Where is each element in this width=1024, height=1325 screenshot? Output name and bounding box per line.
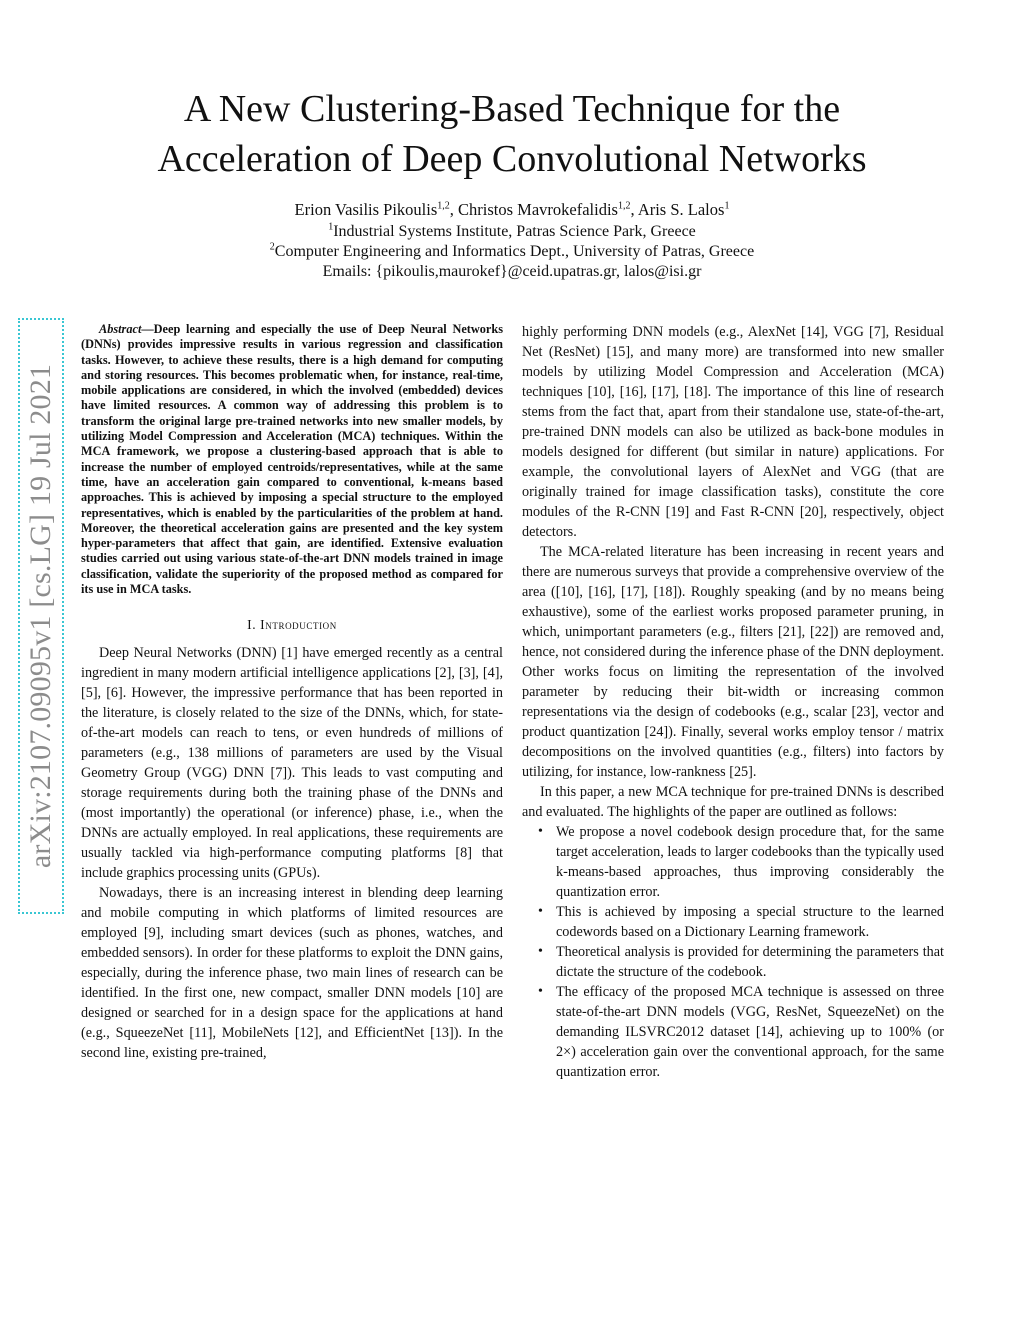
list-item: • We propose a novel codebook design procedure that, for the same target acceleration, leads to larger codebooks than the typically used k-means-based approaches, thus improving considerably the quantization error.	[556, 822, 944, 902]
right-column	[522, 322, 944, 1082]
paragraph: Nowadays, there is an increasing interest in blending deep learning and mobile computing in which platforms of limited resources are employed [9], including smart devices (such as phones, watches, and embedded sensors). In order for these platforms to exploit the DNN gains, especially, during the inference phase, two main lines of research can be identified. In the first one, new compact, smaller DNN models [10] are designed or searched for in a design space for the applications at hand (e.g., SqueezeNet [11], MobileNets [12], and EfficientNet [13]). In the second line, existing pre-trained,	[81, 885, 503, 1062]
author-affiliation-mark: 1,2	[437, 200, 450, 212]
paragraph: highly performing DNN models (e.g., AlexNet [14], VGG [7], Residual Net (ResNet) [15], and many more) are transformed into new smaller models by utilizing Model Compression and Acceleration (MCA) techniques [10], [16], [17], [18]. The importance of this line of research stems from the fact that, apart from their standalone use, state-of-the-art, pre-trained DNN models can also be utilized as back-bone modules in models designed for different (but similar in nature) applications. For example, the convolutional layers of AlexNet and VGG (that are originally trained for image classification tasks), constitute the core modules of the R-CNN [19] and Fast R-CNN [20], respectively, object detectors.	[522, 324, 944, 540]
list-item: • Theoretical analysis is provided for determining the parameters that dictate the structure of the codebook.	[556, 942, 944, 982]
author-name: Erion Vasilis Pikoulis	[294, 200, 438, 219]
author-names: Erion Vasilis Pikoulis$^{1,2}$, Christos Mavrokefalidis$^{1,2}$, Aris S. Lalos$^1$	[294, 200, 730, 219]
affiliation-1: $^1$Industrial Systems Institute, Patras Science Park, Greece	[328, 221, 696, 240]
title-line-1: A New Clustering-Based Technique for the	[183, 88, 841, 130]
abstract-label: Abstract	[99, 322, 142, 336]
author-affiliation-mark: 1	[724, 200, 730, 212]
abstract-text: —Deep learning and especially the use of Deep Neural Networks (DNNs) provides impressive results in various regression and classification tasks. However, to achieve these results, there is a high demand for computing and storing resources. This becomes problematic when, for instance, real-time, mobile applications are considered, in which the involved (embedded) devices have limited resources. A common way of addressing this problem is to transform the original large pre-trained networks into new smaller models, by utilizing Model Compression and Acceleration (MCA) techniques. Within the MCA framework, we propose a clustering-based approach that is able to increase the number of employed centroids/representatives, while at the same time, have an acceleration gain compared to conventional, k-means based approaches. This is achieved by imposing a special structure to the employed representatives, which is enabled by the particularities of the problem at hand. Moreover, the theoretical acceleration gains are presented and the key system hyper-parameters that affect that gain, are identified. Extensive evaluation studies carried out using various state-of-the-art DNN models trained in image classification, validate the superiority of the proposed method as compared for its use in MCA tasks.	[81, 322, 503, 597]
arxiv-stamp	[18, 318, 64, 914]
author-affiliation-mark: 1,2	[617, 200, 631, 212]
list-item: • The efficacy of the proposed MCA technique is assessed on three state-of-the-art DNN models (VGG, ResNet, SqueezeNet) on the demanding ILSVRC2012 dataset [14], achieving up to 100% (or 2×) acceleration gain over the conventional approach, for the same quantization error.	[556, 982, 944, 1082]
paper-title	[60, 84, 964, 184]
author-name: Christos Mavrokefalidis	[458, 200, 618, 219]
list-item: • This is achieved by imposing a special structure to the learned codewords based on a Dictionary Learning framework.	[556, 902, 944, 942]
section-title: Introduction	[260, 617, 337, 633]
paragraph: In this paper, a new MCA technique for pre-trained DNNs is described and evaluated. The highlights of the paper are outlined as follows:	[522, 784, 944, 820]
paragraph: The MCA-related literature has been increasing in recent years and there are numerous surveys that provide a comprehensive overview of the area ([10], [16], [17], [18]). Roughly speaking (and by no means being exhaustive), some of the earliest works proposed parameter pruning, in which, unimportant parameters (e.g., filters [21], [22]) are removed and, hence, not considered during the inference phase of the DNN deployment. Other works focus on limiting the representation of the involved parameter by reducing their bit-width or increasing common representations via the design of codebooks (e.g., scalar [23], vector and product quantization [24]). Finally, several works employ tensor / matrix decompositions on the involved quantities (e.g., filters) into factors by utilizing, for instance, low-rankness [25].	[522, 544, 944, 780]
left-column	[81, 322, 503, 1063]
author-emails: Emails: {pikoulis,maurokef}@ceid.upatras.gr, lalos@isi.gr	[322, 263, 702, 280]
abstract	[81, 322, 503, 597]
affiliation-2: $^2$Computer Engineering and Informatics Dept., University of Patras, Greece	[269, 241, 755, 260]
author-name: Aris S. Lalos	[637, 200, 725, 219]
arxiv-id: arXiv:2107.09095v1 [cs.LG] 19 Jul 2021	[24, 363, 57, 869]
author-block	[60, 200, 964, 282]
highlights-list	[522, 822, 944, 1082]
section-heading	[81, 615, 503, 635]
section-number: I.	[247, 617, 257, 633]
paragraph: Deep Neural Networks (DNN) [1] have emerged recently as a central ingredient in many modern artificial intelligence applications [2], [3], [4], [5], [6]. However, the impressive performance that has been reported in the literature, is closely related to the size of the DNNs, which, for state-of-the-art models can reach to tens, or even hundreds of millions of parameters (e.g., 138 millions of parameters are used by the Visual Geometry Group (VGG) DNN [7]). This leads to vast computing and storage requirements during both the training phase of the DNNs and (most importantly) the operational (or inference) phase, i.e., when the DNNs are actually employed. In real applications, these requirements are usually tackled via high-performance computing platforms [8] that include graphics processing units (GPUs).	[81, 645, 503, 882]
title-line-2: Acceleration of Deep Convolutional Networks	[157, 138, 867, 180]
